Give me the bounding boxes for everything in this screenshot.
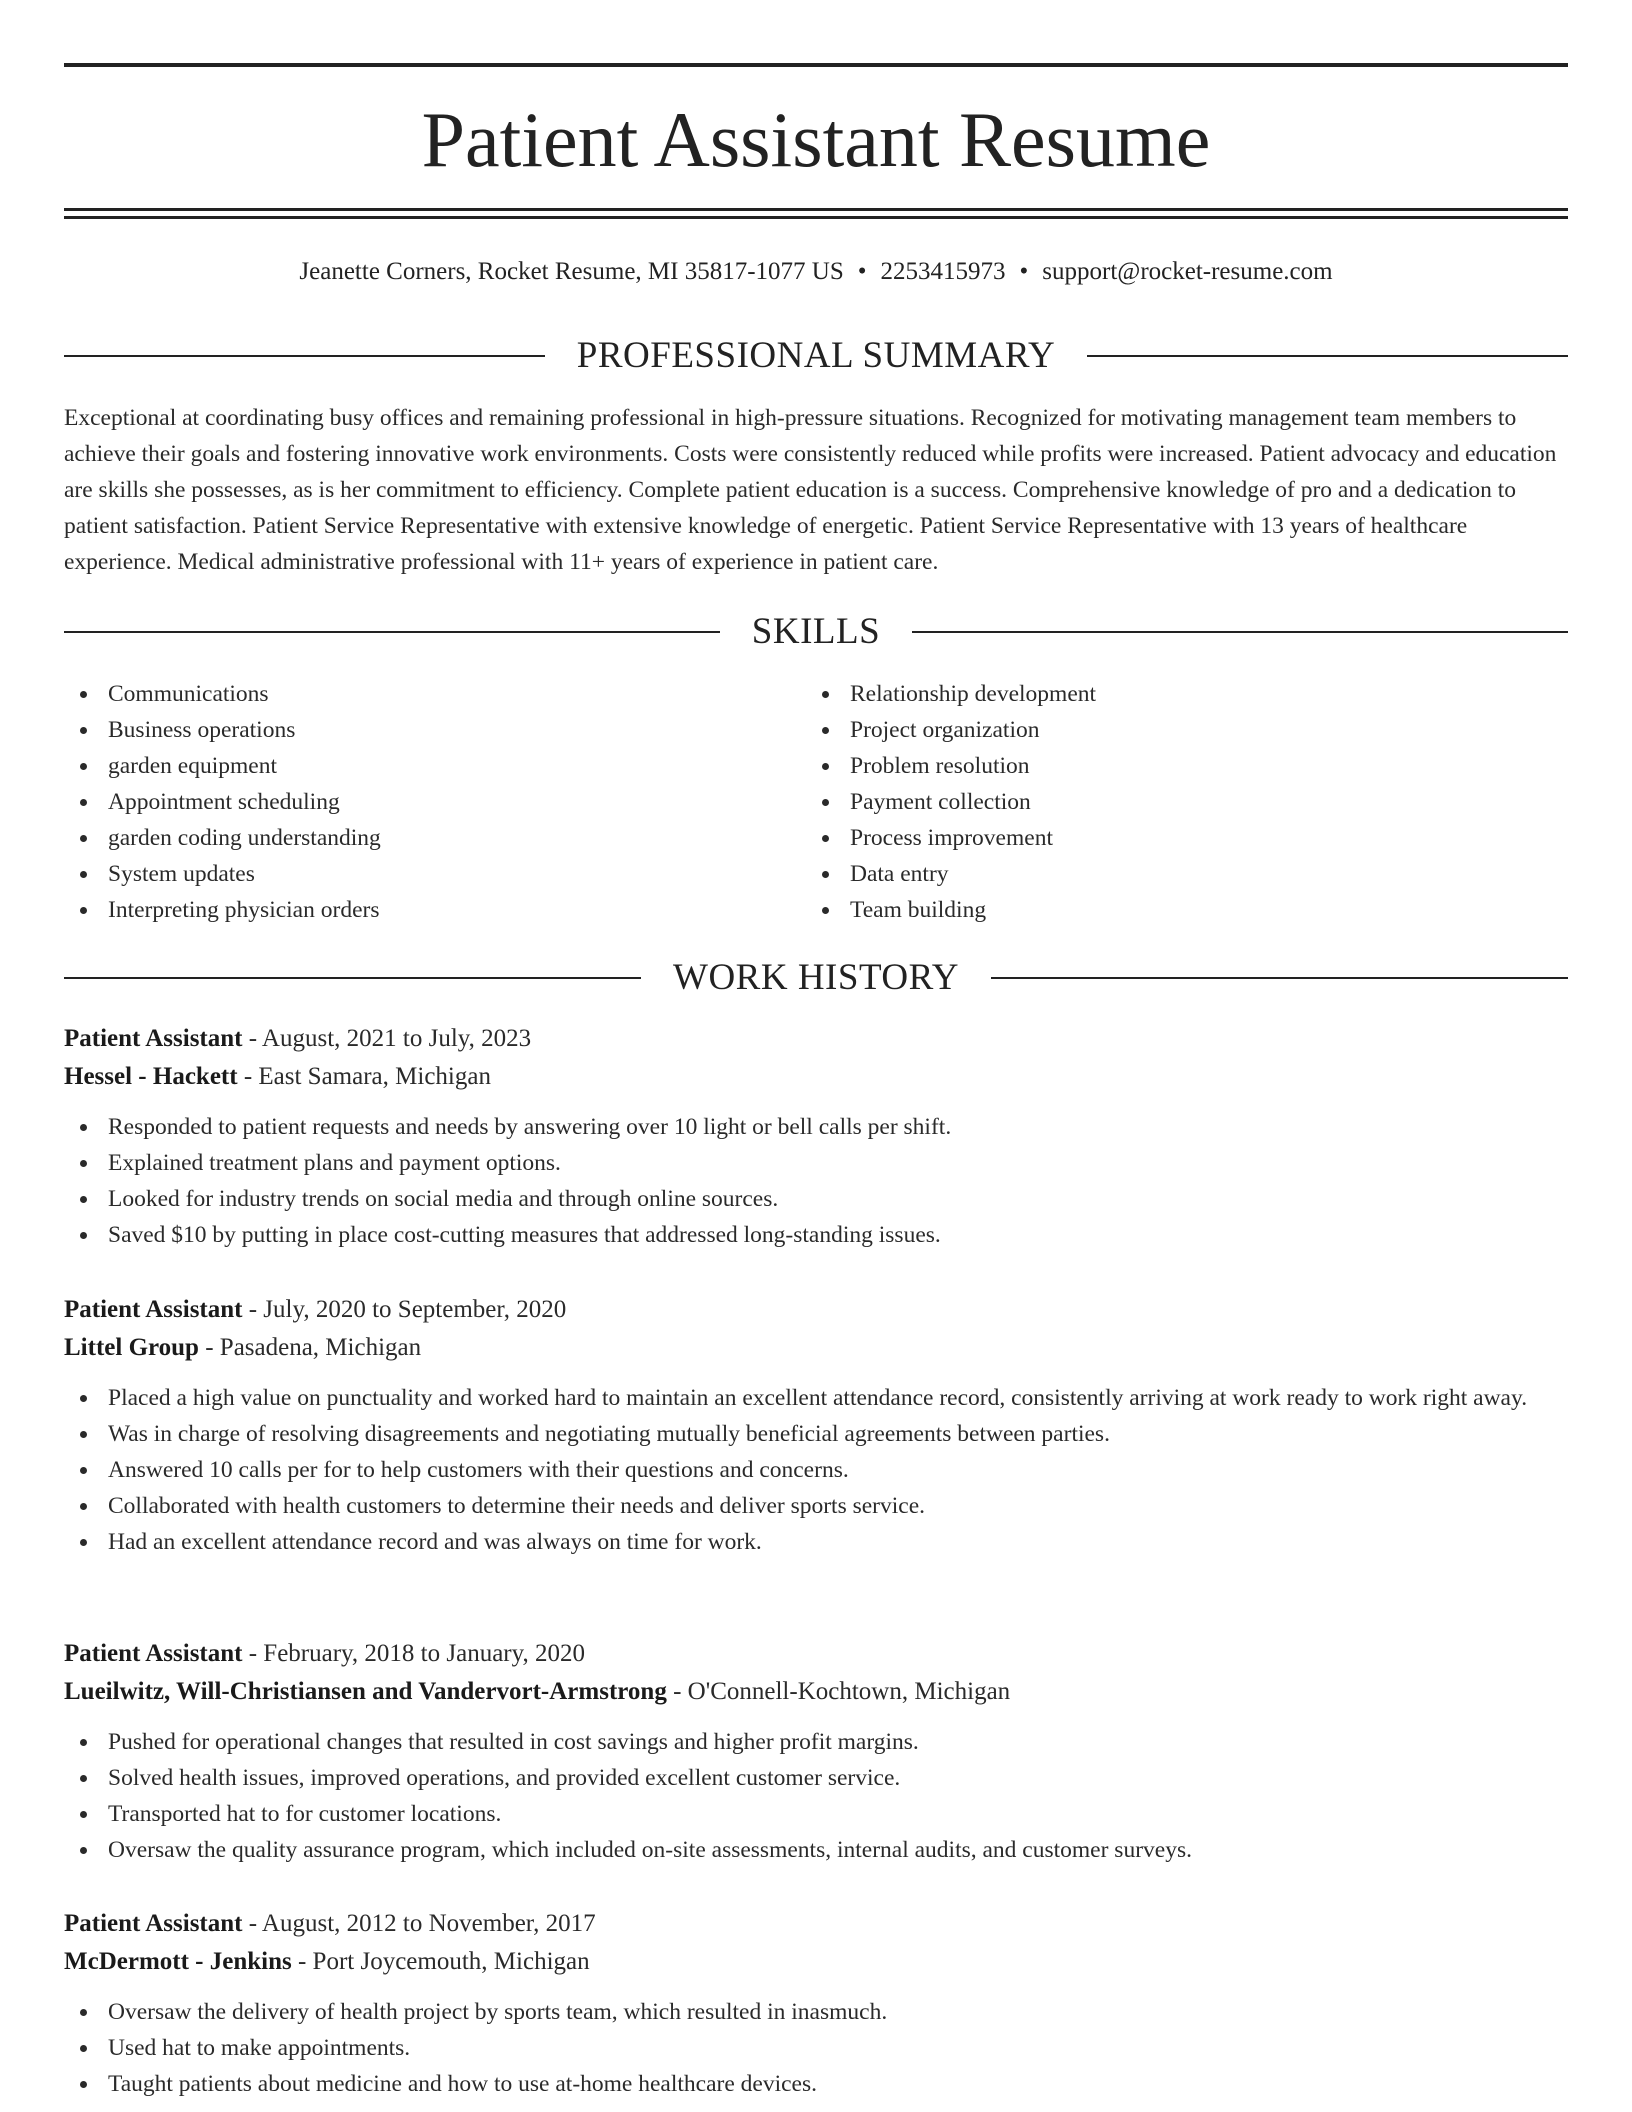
skills-list-left (64, 676, 764, 928)
contact-separator: • (1019, 258, 1029, 285)
contact-line (0, 256, 1632, 288)
contact-phone: 2253415973 (880, 258, 1006, 285)
job-title-line (64, 1905, 1574, 1943)
contact-email: support@rocket-resume.com (1042, 258, 1333, 285)
contact-address: Jeanette Corners, Rocket Resume, MI 35817-1077 US (299, 258, 844, 285)
job-title: Patient Assistant (64, 1640, 243, 1667)
header-double-rule-bottom (64, 216, 1568, 219)
skill-item: Interpreting physician orders (64, 892, 764, 928)
summary-heading: PROFESSIONAL SUMMARY (0, 334, 1632, 378)
job-company: McDermott - Jenkins (64, 1948, 292, 1975)
job-bullets (64, 1380, 1574, 1560)
skill-item: Appointment scheduling (64, 784, 764, 820)
job-title-line (64, 1635, 1574, 1673)
job-company: Hessel - Hackett (64, 1063, 238, 1090)
job-bullets (64, 1724, 1574, 1868)
job-bullet: Had an excellent attendance record and was always on time for work. (64, 1524, 1574, 1560)
job-bullets (64, 1109, 1574, 1253)
job-location: - O'Connell-Kochtown, Michigan (666, 1678, 1011, 1705)
skill-item: System updates (64, 856, 764, 892)
job-bullet: Taught patients about medicine and how to use at-home healthcare devices. (64, 2066, 1574, 2102)
job-bullet: Pushed for operational changes that resulted in cost savings and higher profit margins. (64, 1724, 1574, 1760)
job-title: Patient Assistant (64, 1296, 243, 1323)
job-dates: - August, 2012 to November, 2017 (242, 1910, 596, 1937)
job-title-line (64, 1020, 1574, 1058)
job-company-line (64, 1058, 1574, 1096)
job-entry (64, 1635, 1574, 1868)
skill-item: Problem resolution (806, 748, 1506, 784)
summary-text: Exceptional at coordinating busy offices and remaining professional in high-pressure situations. Recognized for motivating management team members to achieve their goals and fostering innovative work environments. Costs were consistently reduced while profits were increased. Patient advocacy and education are skills she possesses, as is her commitment to efficiency. Complete patient education is a success. Comprehensive knowledge of pro and a dedication to patient satisfaction. Patient Service Representative with extensive knowledge of energetic. Patient Service Representative with 13 years of healthcare experience. Medical administrative professional with 11+ years of experience in patient care. (64, 405, 1557, 575)
job-bullet: Placed a high value on punctuality and worked hard to maintain an excellent attendance record, consistently arriving at work ready to work right away. (64, 1380, 1574, 1416)
job-title-line (64, 1291, 1574, 1329)
job-bullet: Responded to patient requests and needs by answering over 10 light or bell calls per shift. (64, 1109, 1574, 1145)
job-dates: - July, 2020 to September, 2020 (242, 1296, 567, 1323)
skill-item: Project organization (806, 712, 1506, 748)
job-dates: - February, 2018 to January, 2020 (242, 1640, 586, 1667)
job-entry (64, 1905, 1574, 2102)
job-entry (64, 1020, 1574, 1253)
skills-list-right (806, 676, 1506, 928)
skill-item: garden coding understanding (64, 820, 764, 856)
job-bullet: Saved $10 by putting in place cost-cutting measures that addressed long-standing issues. (64, 1217, 1574, 1253)
skill-item: Business operations (64, 712, 764, 748)
job-company-line (64, 1943, 1574, 1981)
job-company-line (64, 1673, 1574, 1711)
job-bullets (64, 1994, 1574, 2102)
job-bullet: Answered 10 calls per for to help customers with their questions and concerns. (64, 1452, 1574, 1488)
job-bullet: Oversaw the delivery of health project by sports team, which resulted in inasmuch. (64, 1994, 1574, 2030)
work-heading: WORK HISTORY (0, 956, 1632, 1000)
job-bullet: Oversaw the quality assurance program, which included on-site assessments, internal audits, and customer surveys. (64, 1832, 1574, 1868)
job-dates: - August, 2021 to July, 2023 (242, 1025, 532, 1052)
skill-item: Relationship development (806, 676, 1506, 712)
job-bullet: Collaborated with health customers to determine their needs and deliver sports service. (64, 1488, 1574, 1524)
job-bullet: Explained treatment plans and payment options. (64, 1145, 1574, 1181)
job-company: Lueilwitz, Will-Christiansen and Vandervort-Armstrong (64, 1678, 667, 1705)
job-bullet: Solved health issues, improved operations, and provided excellent customer service. (64, 1760, 1574, 1796)
job-location: - Pasadena, Michigan (198, 1334, 422, 1361)
skill-item: Payment collection (806, 784, 1506, 820)
job-company-line (64, 1329, 1574, 1367)
job-location: - Port Joycemouth, Michigan (291, 1948, 590, 1975)
skill-item: Process improvement (806, 820, 1506, 856)
skill-item: Team building (806, 892, 1506, 928)
skill-item: garden equipment (64, 748, 764, 784)
page-title: Patient Assistant Resume (421, 96, 1211, 183)
job-entry (64, 1291, 1574, 1560)
header-top-rule (64, 63, 1568, 67)
skills-heading: SKILLS (0, 610, 1632, 654)
job-title: Patient Assistant (64, 1910, 243, 1937)
job-bullet: Was in charge of resolving disagreements and negotiating mutually beneficial agreements between parties. (64, 1416, 1574, 1452)
skill-item: Data entry (806, 856, 1506, 892)
header-double-rule-top (64, 208, 1568, 211)
job-bullet: Used hat to make appointments. (64, 2030, 1574, 2066)
job-title: Patient Assistant (64, 1025, 243, 1052)
job-location: - East Samara, Michigan (237, 1063, 491, 1090)
job-company: Littel Group (64, 1334, 199, 1361)
job-bullet: Transported hat to for customer locations. (64, 1796, 1574, 1832)
job-bullet: Looked for industry trends on social media and through online sources. (64, 1181, 1574, 1217)
skill-item: Communications (64, 676, 764, 712)
contact-separator: • (857, 258, 867, 285)
